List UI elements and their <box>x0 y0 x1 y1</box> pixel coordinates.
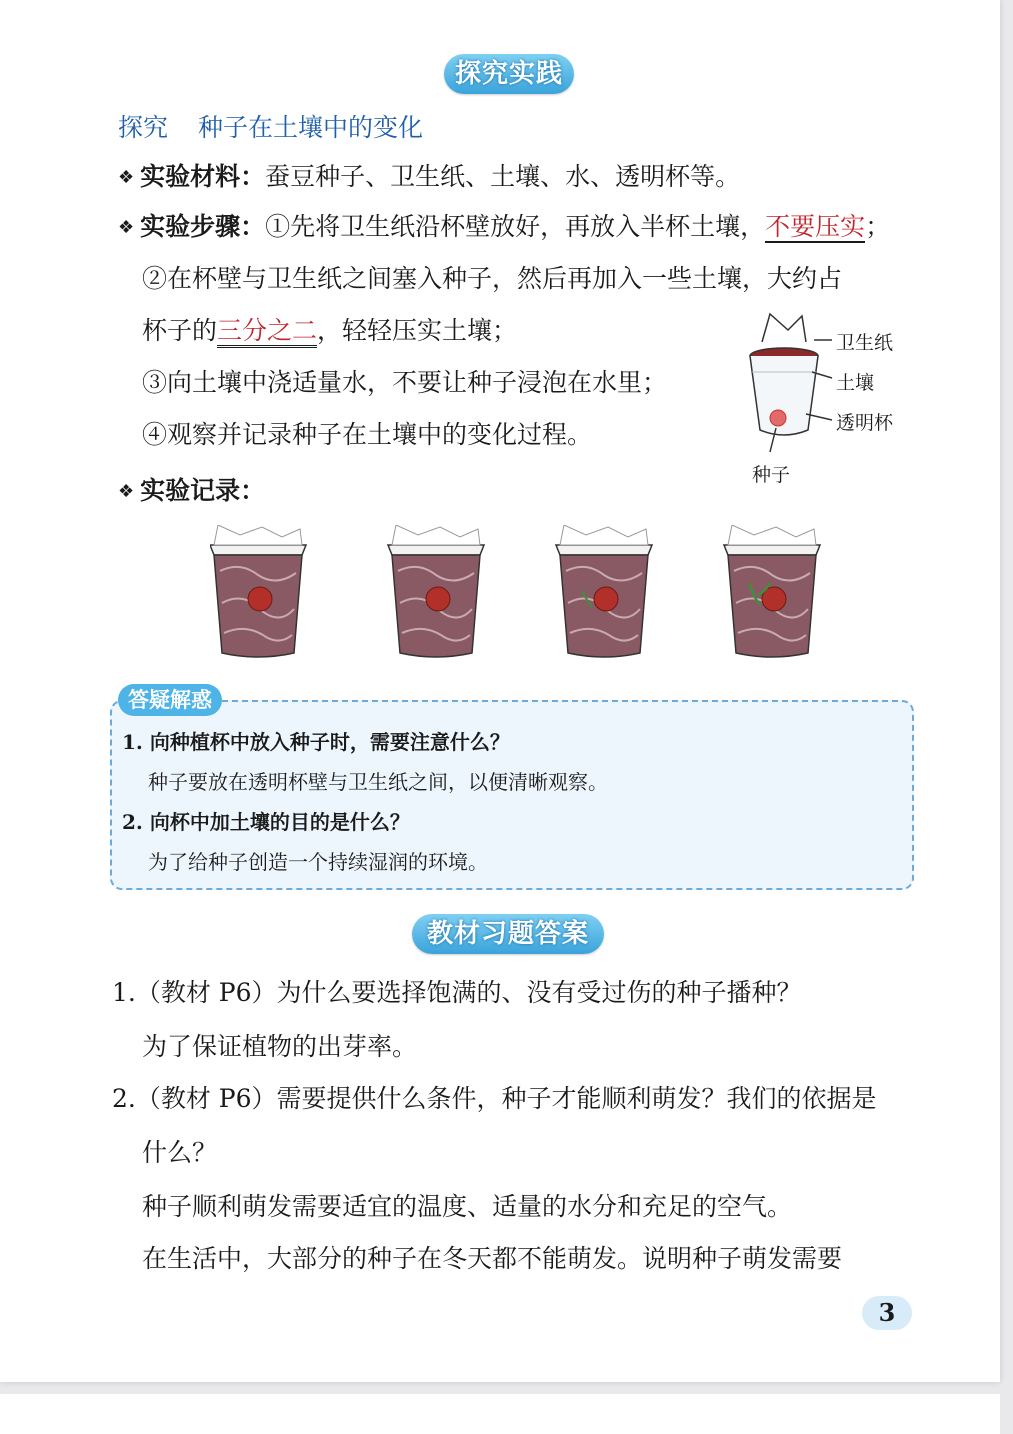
exercise-answer-2: 种子顺利萌发需要适宜的温度、适量的水分和充足的空气。 <box>142 1192 793 1221</box>
step-1-text: ①先将卫生纸沿杯壁放好，再放入半杯土壤， <box>265 212 766 241</box>
step-1-highlight: 不要压实 <box>765 212 866 241</box>
qa-question-2: 2. 向杯中加土壤的目的是什么？ <box>122 810 410 834</box>
qa-tag: 答疑解惑 <box>118 684 222 716</box>
exercise-question-1: 1.（教材 P6）为什么要选择饱满的、没有受过伤的种子播种？ <box>112 978 802 1007</box>
steps-line-5: ④观察并记录种子在土壤中的变化过程。 <box>142 420 593 449</box>
qa-question-1: 1. 向种植杯中放入种子时，需要注意什么？ <box>122 730 510 754</box>
record-cup-1 <box>210 525 306 657</box>
exercise-answer-2-cont: 在生活中，大部分的种子在冬天都不能萌发。说明种子萌发需要 <box>142 1244 843 1273</box>
diagram-label-paper: 卫生纸 <box>836 332 894 354</box>
exercise-question-2: 2.（教材 P6）需要提供什么条件，种子才能顺利萌发？我们的依据是 <box>112 1084 877 1113</box>
record-cup-2 <box>388 525 484 657</box>
qa-answer-1: 种子要放在透明杯壁与卫生纸之间，以便清晰观察。 <box>148 770 608 794</box>
record-cup-4 <box>724 525 820 657</box>
steps-line-3 <box>142 314 517 348</box>
banner-explore-practice: 探究实践 <box>444 54 574 94</box>
step-2-cont: 杯子的 <box>142 316 218 345</box>
exercise-answer-1: 为了保证植物的出芽率。 <box>142 1032 418 1061</box>
section-heading: 种子在土壤中的变化 <box>198 113 424 142</box>
steps-line-1 <box>118 210 890 245</box>
materials-label: 实验材料： <box>140 162 266 191</box>
materials-text: 蚕豆种子、卫生纸、土壤、水、透明杯等。 <box>265 162 741 191</box>
steps-label: 实验步骤： <box>140 212 266 241</box>
step-1-end: ； <box>865 212 891 241</box>
record-label: 实验记录： <box>140 476 266 505</box>
qa-answer-2: 为了给种子创造一个持续湿润的环境。 <box>148 850 488 874</box>
cup-diagram <box>740 312 920 492</box>
diamond-bullet-icon: ❖ <box>118 167 135 188</box>
diagram-label-soil: 土壤 <box>836 372 875 394</box>
experiment-record-cups <box>210 525 850 665</box>
diagram-label-seed: 种子 <box>752 464 791 486</box>
banner-textbook-answers: 教材习题答案 <box>412 914 604 954</box>
next-page-edge <box>0 1394 1000 1434</box>
section-label: 探究 <box>118 113 169 142</box>
diamond-bullet-icon: ❖ <box>118 481 135 502</box>
page-number: 3 <box>862 1296 912 1330</box>
exercise-question-2-cont: 什么？ <box>142 1138 218 1167</box>
cups-illustration <box>210 525 850 665</box>
diagram-label-cup: 透明杯 <box>836 412 894 434</box>
steps-line-4: ③向土壤中浇适量水，不要让种子浸泡在水里； <box>142 368 668 397</box>
record-line <box>118 474 265 509</box>
record-cup-3 <box>556 525 652 657</box>
materials-line <box>118 160 740 195</box>
steps-line-2: ②在杯壁与卫生纸之间塞入种子，然后再加入一些土壤，大约占 <box>142 264 843 293</box>
step-2-end: ，轻轻压实土壤； <box>317 316 518 345</box>
section-title <box>118 108 423 144</box>
step-2-highlight: 三分之二 <box>217 316 317 348</box>
diamond-bullet-icon: ❖ <box>118 217 135 238</box>
